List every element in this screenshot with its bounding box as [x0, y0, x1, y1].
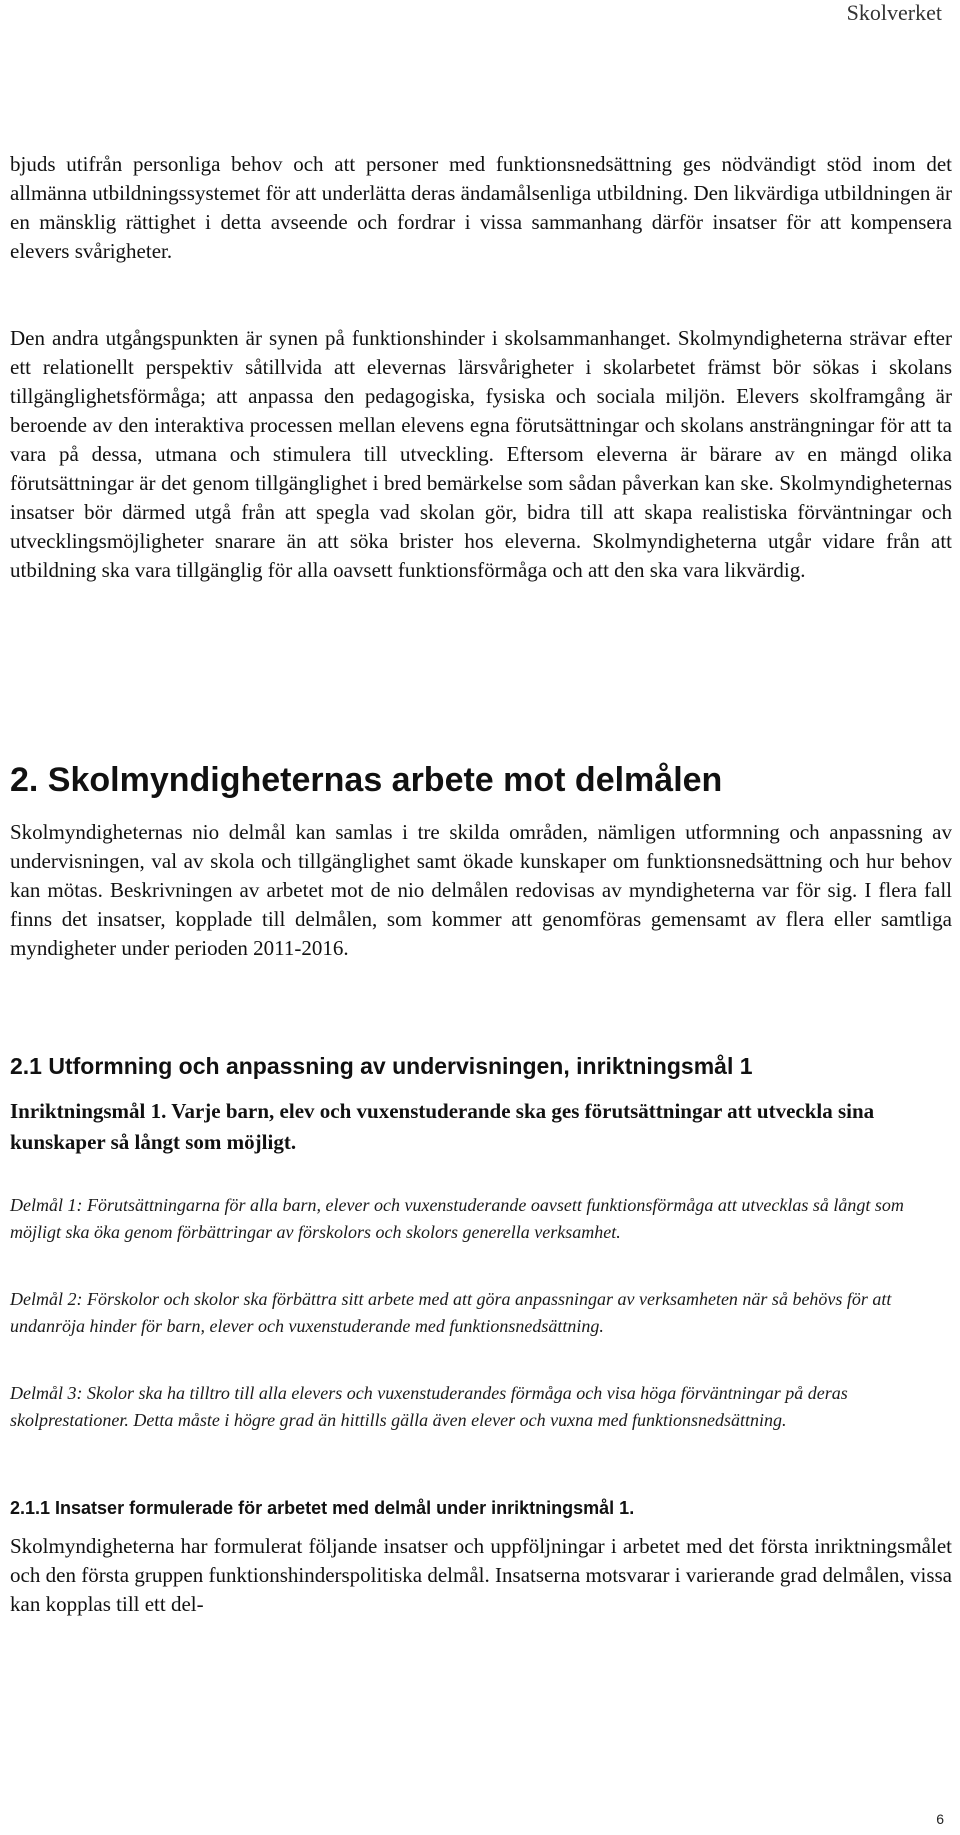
- paragraph-section-2: Skolmyndigheternas nio delmål kan samlas i tre skilda områden, nämligen utformning och anpassning av undervisningen, val av skola och tillgänglighet samt ökade kunskaper om funktionsnedsättning och hur behov kan mötas. Beskrivningen av arbetet mot de nio delmålen redovisas av myndigheterna var för sig. I flera fall finns det insatser, kopplade till delmålen, som kommer att genomföras gemensamt av flera eller samtliga myndigheter under perioden 2011-2016.: [10, 820, 952, 960]
- paragraph-intro-continued: bjuds utifrån personliga behov och att personer med funktionsnedsättning ges nödvändigt stöd inom det allmänna utbildningssystemet för att underlätta deras ändamålsenliga utbildning. Den likvärdiga utbildningen är en mänsklig rättighet i detta avseende och fordrar i vissa sammanhang därför insatser för att kompensera elevers svårigheter.: [10, 152, 952, 263]
- page-number: 6: [936, 1811, 944, 1827]
- org-name: Skolverket: [846, 0, 942, 25]
- paragraph-second-premise: Den andra utgångspunkten är synen på funktionshinder i skolsammanhanget. Skolmyndigheterna strävar efter ett relationellt perspektiv såtillvida att elevernas lärsvårigheter i skolarbetet främst bör sökas i skolans tillgänglighetsförmåga; att anpassa den pedagogiska, fysiska och sociala miljön. Elevers skolframgång är beroende av den interaktiva processen mellan elevens egna förutsättningar och skolans ansträngningar för att ta vara på dessa, utmana och stimulera till utveckling. Eftersom eleverna är bärare av en mängd olika förutsättningar är det genom tillgänglighet i bred bemärkelse som sådan påverkan kan ske. Skolmyndigheternas insatser bör därmed utgå från att spegla vad skolan gör, bidra till att skapa realistiska förväntningar och utvecklingsmöjligheter snarare än att söka brister hos eleverna. Skolmyndigheterna utgår vidare från att utbildning ska vara tillgänglig för alla oavsett funktionsförmåga och att den ska vara likvärdig.: [10, 326, 952, 582]
- section-2-1-heading: 2.1 Utformning och anpassning av undervisningen, inriktningsmål 1: [10, 1053, 753, 1079]
- paragraph-section-2-1-1: Skolmyndigheterna har formulerat följande insatser och uppföljningar i arbetet med det första inriktningsmålet och den första gruppen funktionshinderspolitiska delmål. Insatserna motsvarar i varierande grad delmålen, vissa kan kopplas till ett del-: [10, 1534, 952, 1616]
- section-2-heading: 2. Skolmyndigheternas arbete mot delmålen: [10, 761, 723, 799]
- section-2-1-1-heading: 2.1.1 Insatser formulerade för arbetet med delmål under inriktningsmål 1.: [10, 1498, 635, 1518]
- delmal-2: Delmål 2: Förskolor och skolor ska förbättra sitt arbete med att göra anpassningar av verksamheten när så behövs för att undanröja hinder för barn, elever och vuxenstuderande med funktionsnedsättning.: [10, 1289, 892, 1336]
- delmal-1: Delmål 1: Förutsättningarna för alla barn, elever och vuxenstuderande oavsett funktionsförmåga att utvecklas så långt som möjligt ska öka genom förbättringar av förskolors och skolors generella verksamhet.: [10, 1195, 904, 1242]
- inriktningsmal-1: Inriktningsmål 1. Varje barn, elev och vuxenstuderande ska ges förutsättningar att utveckla sina kunskaper så långt som möjligt.: [10, 1099, 875, 1154]
- delmal-3: Delmål 3: Skolor ska ha tilltro till alla elevers och vuxenstuderandes förmåga och visa höga förväntningar på deras skolprestationer. Detta måste i högre grad än hittills gälla även elever och vuxna med funktionsnedsättning.: [10, 1383, 848, 1430]
